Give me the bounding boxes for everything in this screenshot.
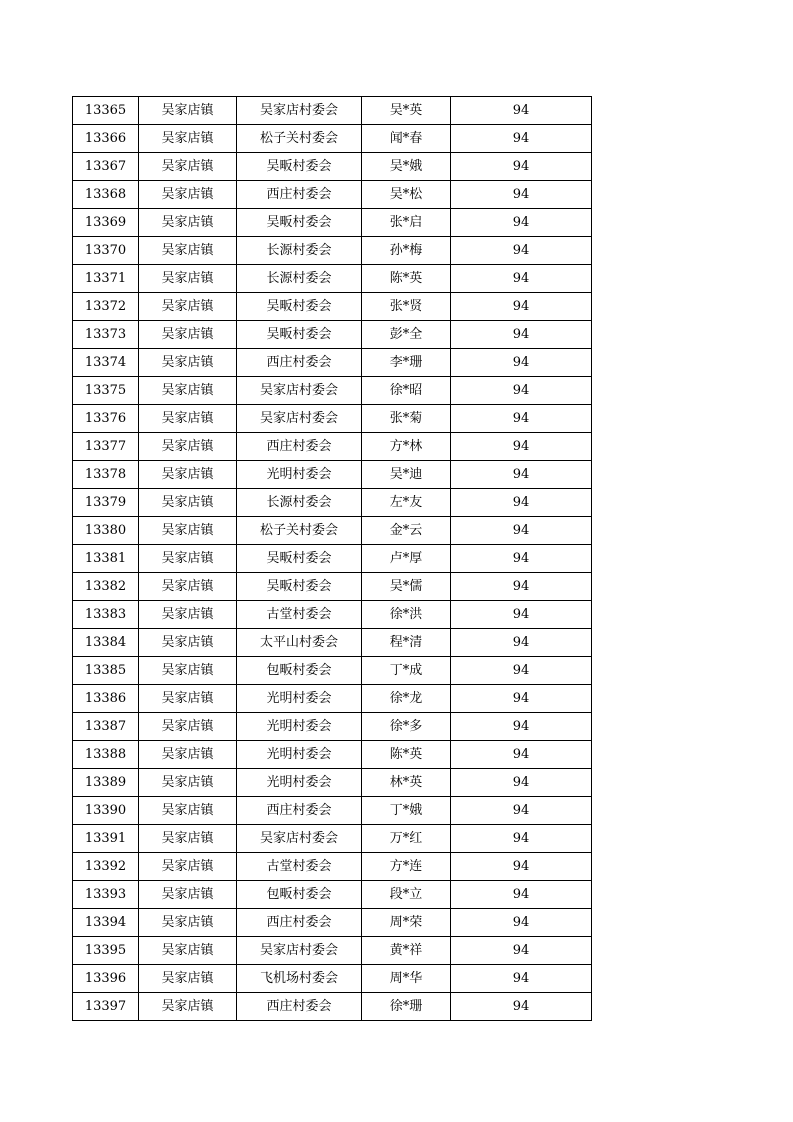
village-cell: 吴畈村委会	[237, 321, 362, 349]
village-cell: 包畈村委会	[237, 881, 362, 909]
town-cell: 吴家店镇	[139, 125, 237, 153]
town-cell: 吴家店镇	[139, 629, 237, 657]
row-id-cell: 13369	[73, 209, 139, 237]
village-cell: 光明村委会	[237, 685, 362, 713]
table-row	[73, 209, 592, 237]
table-row	[73, 349, 592, 377]
town-cell: 吴家店镇	[139, 153, 237, 181]
table-row	[73, 741, 592, 769]
amount-cell: 94	[451, 601, 592, 629]
row-id-cell: 13383	[73, 601, 139, 629]
person-name-cell: 徐*昭	[362, 377, 451, 405]
amount-cell: 94	[451, 825, 592, 853]
person-name-cell: 段*立	[362, 881, 451, 909]
row-id-cell: 13393	[73, 881, 139, 909]
town-cell: 吴家店镇	[139, 265, 237, 293]
person-name-cell: 左*友	[362, 489, 451, 517]
row-id-cell: 13374	[73, 349, 139, 377]
row-id-cell: 13371	[73, 265, 139, 293]
row-id-cell: 13380	[73, 517, 139, 545]
row-id-cell: 13377	[73, 433, 139, 461]
town-cell: 吴家店镇	[139, 601, 237, 629]
village-cell: 西庄村委会	[237, 797, 362, 825]
town-cell: 吴家店镇	[139, 685, 237, 713]
table-row	[73, 657, 592, 685]
table-row	[73, 377, 592, 405]
person-name-cell: 吴*迪	[362, 461, 451, 489]
person-name-cell: 周*华	[362, 965, 451, 993]
village-cell: 吴畈村委会	[237, 545, 362, 573]
table-row	[73, 321, 592, 349]
row-id-cell: 13389	[73, 769, 139, 797]
village-cell: 吴畈村委会	[237, 153, 362, 181]
village-cell: 吴家店村委会	[237, 937, 362, 965]
town-cell: 吴家店镇	[139, 349, 237, 377]
amount-cell: 94	[451, 853, 592, 881]
person-name-cell: 卢*厚	[362, 545, 451, 573]
row-id-cell: 13368	[73, 181, 139, 209]
table-row	[73, 937, 592, 965]
town-cell: 吴家店镇	[139, 993, 237, 1021]
village-cell: 飞机场村委会	[237, 965, 362, 993]
town-cell: 吴家店镇	[139, 461, 237, 489]
person-name-cell: 程*清	[362, 629, 451, 657]
table-row	[73, 517, 592, 545]
amount-cell: 94	[451, 237, 592, 265]
person-name-cell: 徐*龙	[362, 685, 451, 713]
table-row	[73, 685, 592, 713]
row-id-cell: 13365	[73, 97, 139, 125]
amount-cell: 94	[451, 881, 592, 909]
row-id-cell: 13395	[73, 937, 139, 965]
town-cell: 吴家店镇	[139, 293, 237, 321]
amount-cell: 94	[451, 153, 592, 181]
table-row	[73, 237, 592, 265]
village-cell: 西庄村委会	[237, 909, 362, 937]
row-id-cell: 13366	[73, 125, 139, 153]
person-name-cell: 丁*娥	[362, 797, 451, 825]
village-cell: 长源村委会	[237, 489, 362, 517]
person-name-cell: 周*荣	[362, 909, 451, 937]
amount-cell: 94	[451, 937, 592, 965]
amount-cell: 94	[451, 405, 592, 433]
amount-cell: 94	[451, 489, 592, 517]
village-cell: 西庄村委会	[237, 181, 362, 209]
table-row	[73, 853, 592, 881]
village-cell: 光明村委会	[237, 741, 362, 769]
table-row	[73, 769, 592, 797]
amount-cell: 94	[451, 685, 592, 713]
amount-cell: 94	[451, 545, 592, 573]
person-name-cell: 方*林	[362, 433, 451, 461]
row-id-cell: 13385	[73, 657, 139, 685]
village-cell: 光明村委会	[237, 461, 362, 489]
amount-cell: 94	[451, 713, 592, 741]
village-cell: 西庄村委会	[237, 349, 362, 377]
village-cell: 光明村委会	[237, 769, 362, 797]
table-row	[73, 153, 592, 181]
person-name-cell: 金*云	[362, 517, 451, 545]
amount-cell: 94	[451, 433, 592, 461]
table-row	[73, 825, 592, 853]
village-cell: 光明村委会	[237, 713, 362, 741]
village-cell: 吴畈村委会	[237, 209, 362, 237]
amount-cell: 94	[451, 349, 592, 377]
amount-cell: 94	[451, 321, 592, 349]
person-name-cell: 陈*英	[362, 265, 451, 293]
table-row	[73, 965, 592, 993]
row-id-cell: 13397	[73, 993, 139, 1021]
town-cell: 吴家店镇	[139, 769, 237, 797]
table-row	[73, 405, 592, 433]
town-cell: 吴家店镇	[139, 377, 237, 405]
table-row	[73, 545, 592, 573]
row-id-cell: 13384	[73, 629, 139, 657]
table-row	[73, 265, 592, 293]
town-cell: 吴家店镇	[139, 853, 237, 881]
town-cell: 吴家店镇	[139, 573, 237, 601]
table-row	[73, 909, 592, 937]
town-cell: 吴家店镇	[139, 489, 237, 517]
table-row	[73, 125, 592, 153]
town-cell: 吴家店镇	[139, 825, 237, 853]
amount-cell: 94	[451, 461, 592, 489]
village-cell: 松子关村委会	[237, 517, 362, 545]
amount-cell: 94	[451, 97, 592, 125]
town-cell: 吴家店镇	[139, 965, 237, 993]
village-cell: 长源村委会	[237, 265, 362, 293]
town-cell: 吴家店镇	[139, 209, 237, 237]
amount-cell: 94	[451, 657, 592, 685]
amount-cell: 94	[451, 209, 592, 237]
town-cell: 吴家店镇	[139, 405, 237, 433]
table-row	[73, 461, 592, 489]
town-cell: 吴家店镇	[139, 741, 237, 769]
person-name-cell: 徐*多	[362, 713, 451, 741]
person-name-cell: 彭*全	[362, 321, 451, 349]
town-cell: 吴家店镇	[139, 881, 237, 909]
person-name-cell: 方*连	[362, 853, 451, 881]
village-cell: 长源村委会	[237, 237, 362, 265]
row-id-cell: 13396	[73, 965, 139, 993]
table-row	[73, 489, 592, 517]
amount-cell: 94	[451, 181, 592, 209]
amount-cell: 94	[451, 293, 592, 321]
row-id-cell: 13381	[73, 545, 139, 573]
amount-cell: 94	[451, 993, 592, 1021]
village-cell: 西庄村委会	[237, 433, 362, 461]
row-id-cell: 13392	[73, 853, 139, 881]
village-cell: 吴家店村委会	[237, 405, 362, 433]
amount-cell: 94	[451, 265, 592, 293]
town-cell: 吴家店镇	[139, 909, 237, 937]
table-row	[73, 713, 592, 741]
person-name-cell: 张*启	[362, 209, 451, 237]
town-cell: 吴家店镇	[139, 321, 237, 349]
village-cell: 包畈村委会	[237, 657, 362, 685]
table-row	[73, 433, 592, 461]
person-name-cell: 丁*成	[362, 657, 451, 685]
person-name-cell: 闻*春	[362, 125, 451, 153]
record-table-body	[73, 97, 592, 1021]
village-cell: 太平山村委会	[237, 629, 362, 657]
table-row	[73, 629, 592, 657]
person-name-cell: 李*珊	[362, 349, 451, 377]
person-name-cell: 张*菊	[362, 405, 451, 433]
row-id-cell: 13388	[73, 741, 139, 769]
town-cell: 吴家店镇	[139, 517, 237, 545]
amount-cell: 94	[451, 909, 592, 937]
village-cell: 吴家店村委会	[237, 377, 362, 405]
person-name-cell: 黄*祥	[362, 937, 451, 965]
table-row	[73, 993, 592, 1021]
row-id-cell: 13387	[73, 713, 139, 741]
record-table	[72, 96, 592, 1021]
table-row	[73, 881, 592, 909]
person-name-cell: 孙*梅	[362, 237, 451, 265]
amount-cell: 94	[451, 517, 592, 545]
town-cell: 吴家店镇	[139, 713, 237, 741]
town-cell: 吴家店镇	[139, 937, 237, 965]
row-id-cell: 13372	[73, 293, 139, 321]
table-row	[73, 573, 592, 601]
person-name-cell: 吴*娥	[362, 153, 451, 181]
person-name-cell: 徐*珊	[362, 993, 451, 1021]
amount-cell: 94	[451, 573, 592, 601]
row-id-cell: 13382	[73, 573, 139, 601]
row-id-cell: 13379	[73, 489, 139, 517]
town-cell: 吴家店镇	[139, 97, 237, 125]
amount-cell: 94	[451, 125, 592, 153]
row-id-cell: 13370	[73, 237, 139, 265]
person-name-cell: 吴*松	[362, 181, 451, 209]
town-cell: 吴家店镇	[139, 797, 237, 825]
village-cell: 吴畈村委会	[237, 293, 362, 321]
table-row	[73, 797, 592, 825]
row-id-cell: 13375	[73, 377, 139, 405]
town-cell: 吴家店镇	[139, 237, 237, 265]
person-name-cell: 吴*儒	[362, 573, 451, 601]
amount-cell: 94	[451, 377, 592, 405]
table-row	[73, 97, 592, 125]
town-cell: 吴家店镇	[139, 433, 237, 461]
row-id-cell: 13394	[73, 909, 139, 937]
village-cell: 吴家店村委会	[237, 97, 362, 125]
person-name-cell: 徐*洪	[362, 601, 451, 629]
person-name-cell: 林*英	[362, 769, 451, 797]
row-id-cell: 13367	[73, 153, 139, 181]
village-cell: 吴畈村委会	[237, 573, 362, 601]
village-cell: 松子关村委会	[237, 125, 362, 153]
person-name-cell: 陈*英	[362, 741, 451, 769]
amount-cell: 94	[451, 629, 592, 657]
table-row	[73, 293, 592, 321]
row-id-cell: 13390	[73, 797, 139, 825]
table-row	[73, 601, 592, 629]
row-id-cell: 13378	[73, 461, 139, 489]
person-name-cell: 吴*英	[362, 97, 451, 125]
village-cell: 古堂村委会	[237, 853, 362, 881]
village-cell: 古堂村委会	[237, 601, 362, 629]
village-cell: 吴家店村委会	[237, 825, 362, 853]
amount-cell: 94	[451, 741, 592, 769]
town-cell: 吴家店镇	[139, 181, 237, 209]
village-cell: 西庄村委会	[237, 993, 362, 1021]
amount-cell: 94	[451, 769, 592, 797]
row-id-cell: 13373	[73, 321, 139, 349]
amount-cell: 94	[451, 797, 592, 825]
person-name-cell: 张*贤	[362, 293, 451, 321]
row-id-cell: 13386	[73, 685, 139, 713]
amount-cell: 94	[451, 965, 592, 993]
town-cell: 吴家店镇	[139, 545, 237, 573]
table-row	[73, 181, 592, 209]
town-cell: 吴家店镇	[139, 657, 237, 685]
row-id-cell: 13376	[73, 405, 139, 433]
person-name-cell: 万*红	[362, 825, 451, 853]
row-id-cell: 13391	[73, 825, 139, 853]
